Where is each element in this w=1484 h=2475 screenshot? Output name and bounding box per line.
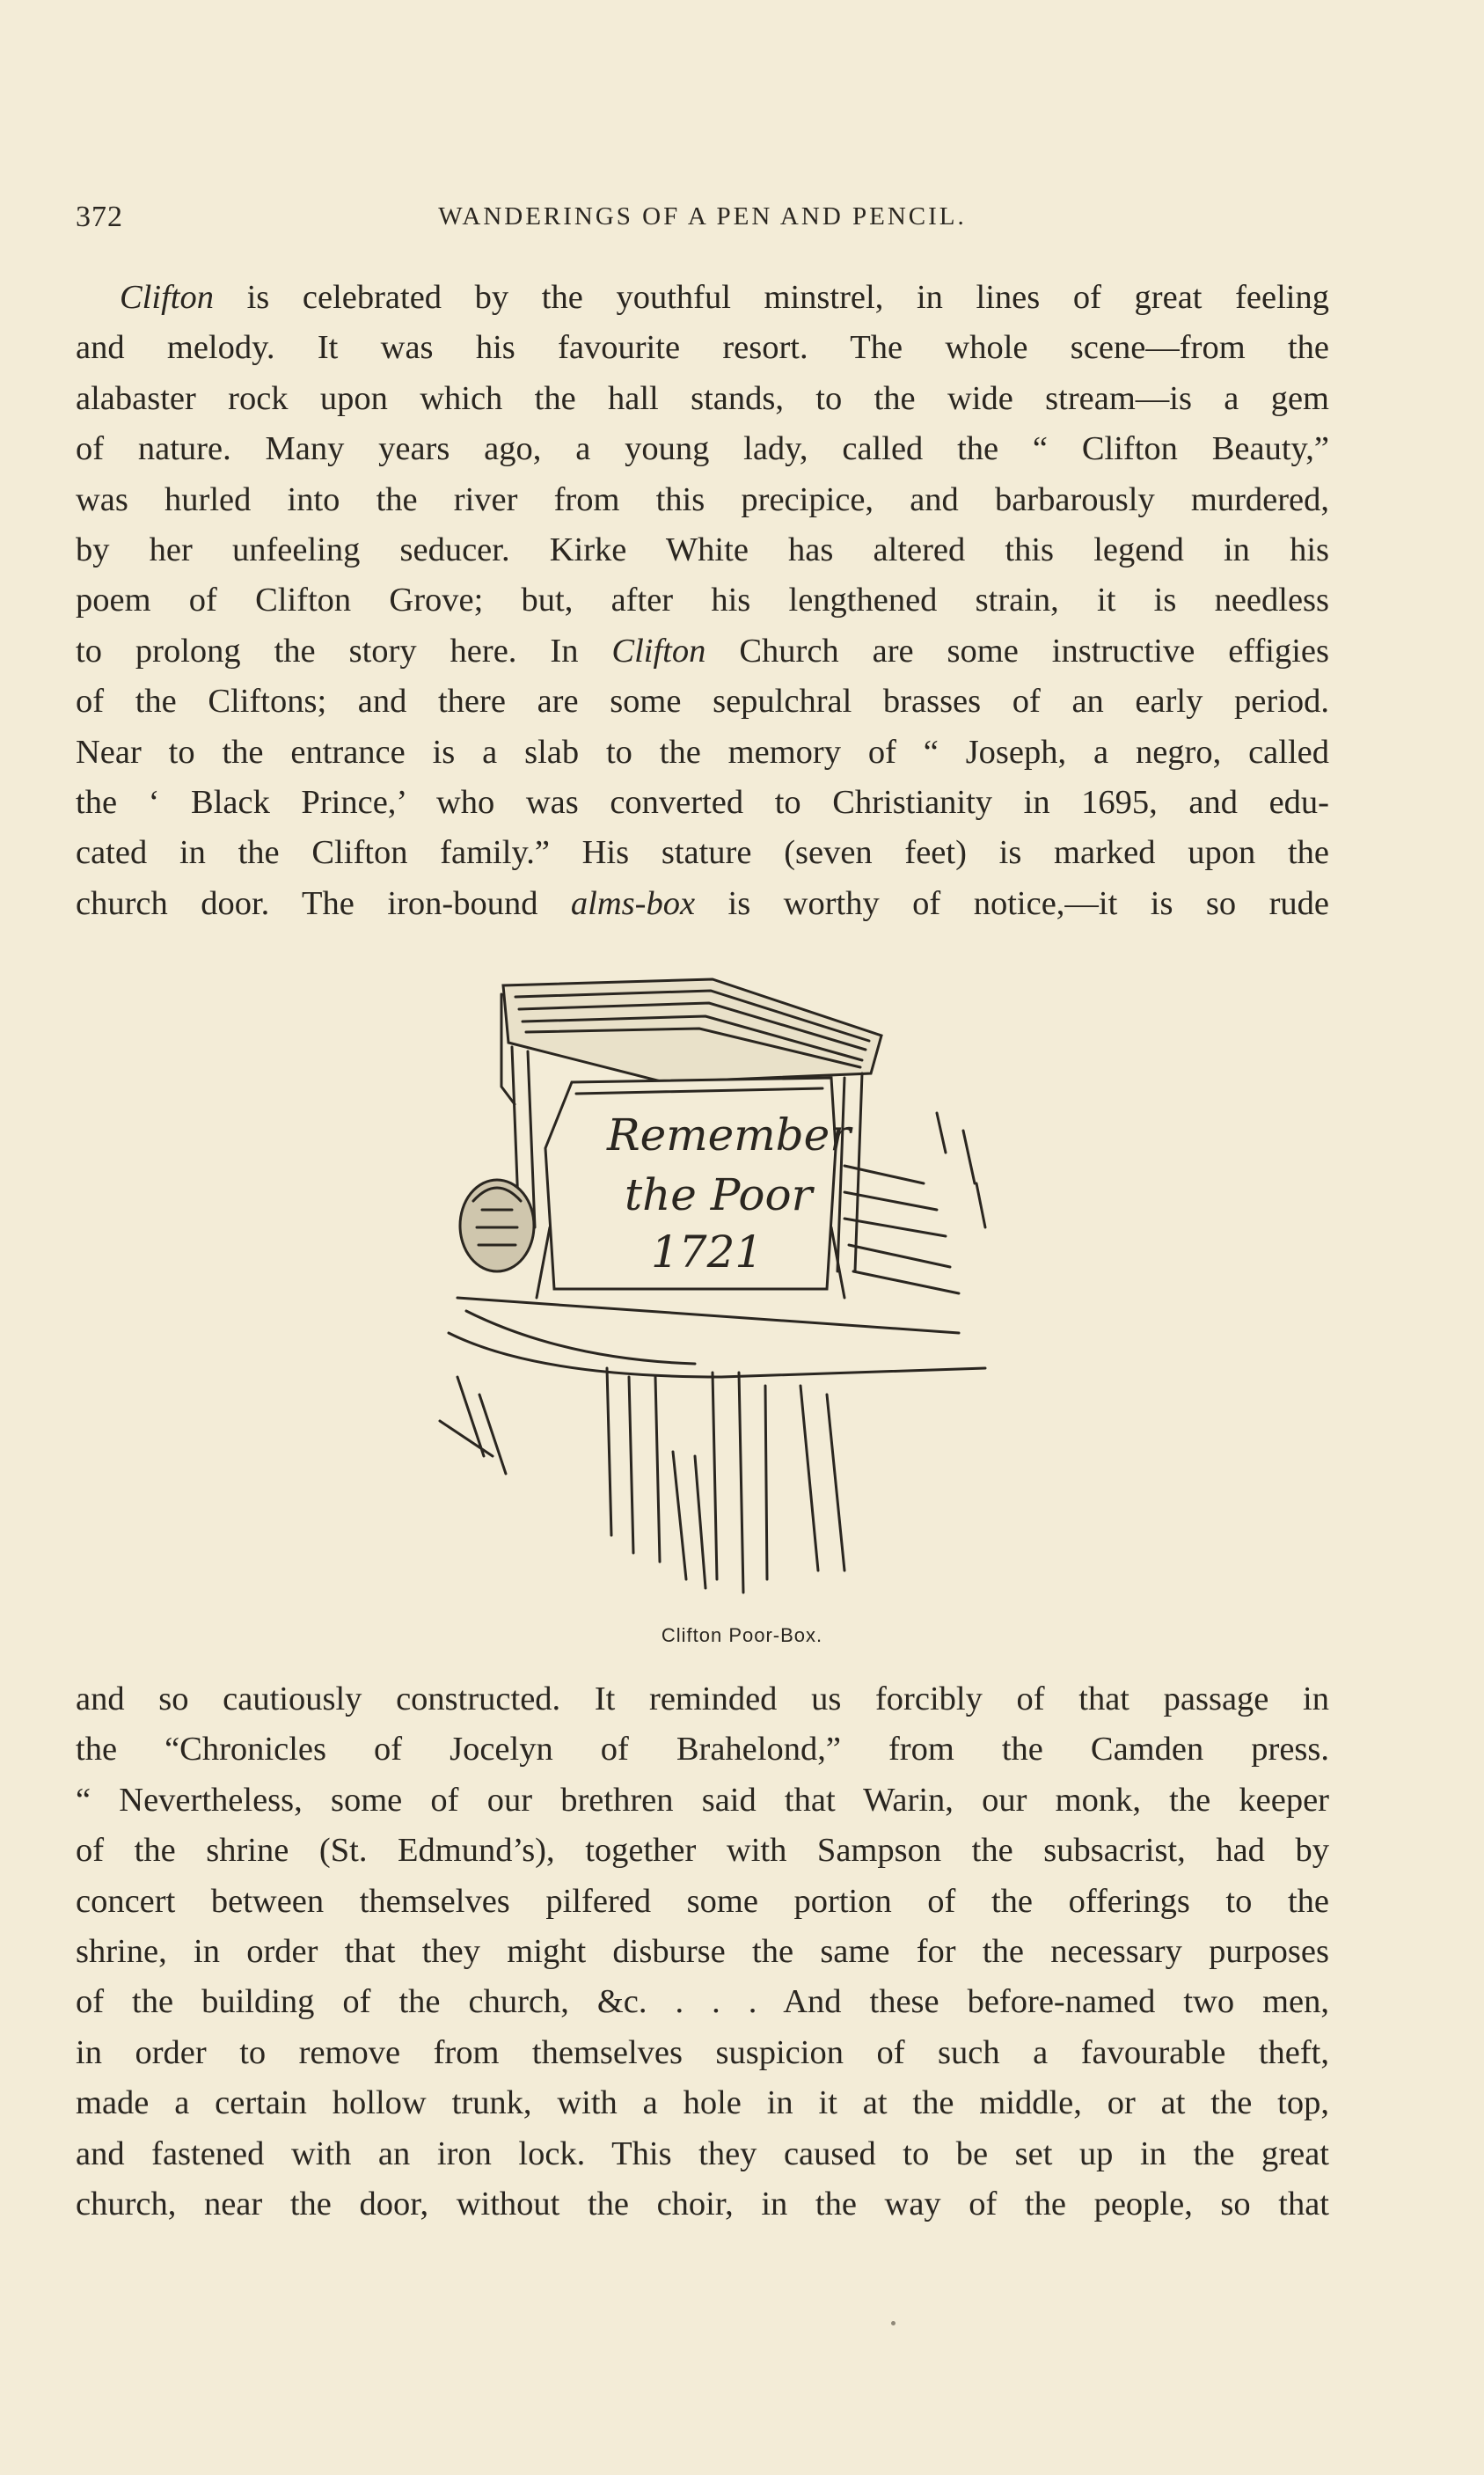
text-line: concert between themselves pilfered some portion of the offerings to the xyxy=(76,1882,1329,1920)
text-line: by her unfeeling seducer. Kirke White has altered this legend in his xyxy=(76,531,1329,568)
running-head xyxy=(76,201,1329,245)
text-line: church, near the door, without the choir, in the way of the people, so that xyxy=(76,2185,1329,2222)
text-line: and fastened with an iron lock. This they caused to be set up in the great xyxy=(76,2135,1329,2172)
figure-caption: Clifton Poor-Box. xyxy=(661,1624,823,1646)
text-line: Clifton is celebrated by the youthful minstrel, in lines of great feeling xyxy=(120,279,1329,316)
poor-box-engraving xyxy=(431,963,994,1597)
text-line: in order to remove from themselves suspicion of such a favourable theft, xyxy=(76,2033,1329,2071)
text-line: of the Cliftons; and there are some sepulchral brasses of an early period. xyxy=(76,683,1329,721)
text-line: the “Chronicles of Jocelyn of Brahelond,” from the Camden press. xyxy=(76,1731,1329,1768)
italic-word: alms-box xyxy=(570,884,696,922)
text-line: church door. The iron-bound alms-box is worthy of notice,—it is so rude xyxy=(76,884,1329,922)
text-line: and so cautiously constructed. It reminded us forcibly of that passage in xyxy=(76,1681,1329,1717)
inscription-line-3: 1721 xyxy=(651,1227,764,1278)
inscription-line-2: the Poor xyxy=(625,1169,813,1220)
text-line: of nature. Many years ago, a young lady, called the “ Clifton Beauty,” xyxy=(76,430,1329,468)
text-line: was hurled into the river from this precipice, and barbarously murdered, xyxy=(76,480,1329,518)
paragraph-1 xyxy=(76,273,1329,929)
poor-box-illustration xyxy=(431,963,994,1597)
text-line: poem of Clifton Grove; but, after his lengthened strain, it is needless xyxy=(76,582,1329,619)
page-number: 372 xyxy=(76,201,123,233)
text-line: of the building of the church, &c. . . . And these before-named two men, xyxy=(76,1983,1329,2021)
paragraph-2 xyxy=(76,1674,1329,2230)
text-line: and melody. It was his favourite resort. The whole scene—from the xyxy=(76,329,1329,367)
text-line: “ Nevertheless, some of our brethren said that Warin, our monk, the keeper xyxy=(76,1781,1329,1819)
italic-word: Clifton xyxy=(611,632,706,670)
text-line: Near to the entrance is a slab to the memory of “ Joseph, a negro, called xyxy=(76,733,1329,771)
text-line: made a certain hollow trunk, with a hole in it at the middle, or at the top, xyxy=(76,2084,1329,2122)
italic-word: Clifton xyxy=(120,279,214,316)
text-line: to prolong the story here. In Clifton Church are some instructive effigies xyxy=(76,632,1329,670)
text-line: the ‘ Black Prince,’ who was converted to Christianity in 1695, and edu- xyxy=(76,783,1329,821)
running-title: WANDERINGS OF A PEN AND PENCIL. xyxy=(438,202,967,231)
text-line: alabaster rock upon which the hall stands, to the wide stream—is a gem xyxy=(76,379,1329,417)
inscription-line-1: Remember xyxy=(607,1109,852,1161)
paper-speck xyxy=(891,2321,896,2325)
text-line: of the shrine (St. Edmund’s), together with Sampson the subsacrist, had by xyxy=(76,1832,1329,1870)
text-line: cated in the Clifton family.” His stature (seven feet) is marked upon the xyxy=(76,834,1329,872)
text-line: shrine, in order that they might disburse the same for the necessary purposes xyxy=(76,1932,1329,1970)
